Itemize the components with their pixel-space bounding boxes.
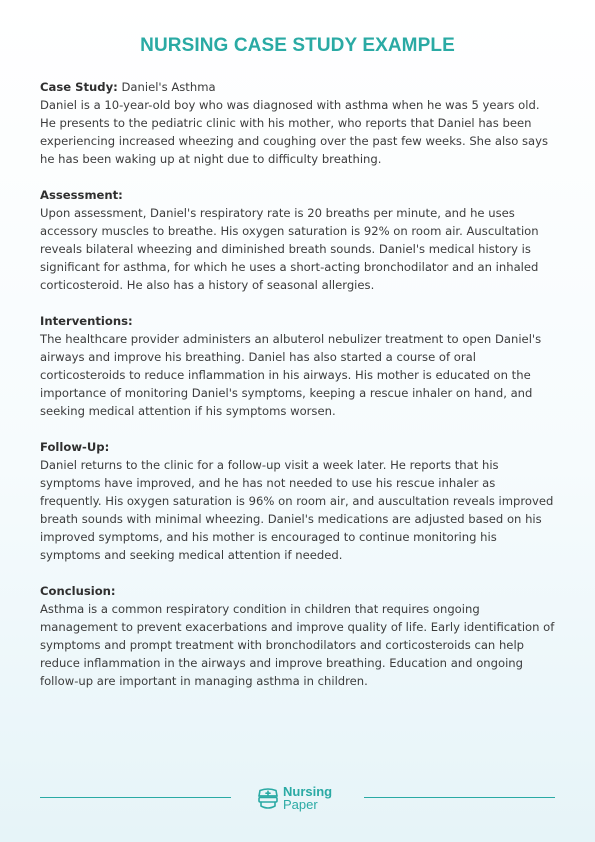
case-study-heading <box>40 78 558 96</box>
logo-line-paper: Paper <box>283 797 318 812</box>
document-body <box>40 78 558 708</box>
follow-up-section <box>40 438 558 564</box>
case-study-name: Daniel's Asthma <box>121 80 216 94</box>
follow-up-heading: Follow-Up: <box>40 440 110 454</box>
interventions-text: The healthcare provider administers an albuterol nebulizer treatment to open Daniel's airways and improve his breathing. Daniel has also started a course of oral corticosteroids to reduce inflammation in his airways. His mother is educated on the importance of monitoring Daniel's symptoms, keeping a rescue inhaler on hand, and seeking medical attention if his symptoms worsen. <box>40 332 542 418</box>
case-study-label: Case Study: <box>40 80 118 94</box>
nurse-cap-icon <box>256 788 280 810</box>
conclusion-heading: Conclusion: <box>40 584 116 598</box>
logo-text <box>283 785 332 811</box>
assessment-text: Upon assessment, Daniel's respiratory rate is 20 breaths per minute, and he uses accessory muscles to breathe. His oxygen saturation is 92% on room air. Auscultation reveals bilateral wheezing and diminished breath sounds. Daniel's medical history is significant for asthma, for which he uses a short-acting bronchodilator and an inhaled corticosteroid. He also has a history of seasonal allergies. <box>40 206 539 292</box>
follow-up-text: Daniel returns to the clinic for a follow-up visit a week later. He reports that his symptoms have improved, and he has not needed to use his rescue inhaler as frequently. His oxygen saturation is 96% on room air, and auscultation reveals improved breath sounds with minimal wheezing. Daniel's medications are adjusted based on his improved symptoms, and his mother is encouraged to continue monitoring his symptoms and seeking medical attention if needed. <box>40 458 554 562</box>
footer <box>0 783 595 813</box>
interventions-section <box>40 312 558 420</box>
page-title: NURSING CASE STUDY EXAMPLE <box>140 35 455 56</box>
footer-rule-right <box>364 797 555 798</box>
conclusion-section <box>40 582 558 690</box>
assessment-heading: Assessment: <box>40 188 123 202</box>
case-study-text: Daniel is a 10-year-old boy who was diagnosed with asthma when he was 5 years old. He presents to the pediatric clinic with his mother, who reports that Daniel has been experiencing increased wheezing and coughing over the past few weeks. She also says he has been waking up at night due to difficulty breathing. <box>40 98 549 166</box>
conclusion-text: Asthma is a common respiratory condition in children that requires ongoing management to prevent exacerbations and improve quality of life. Early identification of symptoms and prompt treatment with bronchodilators and corticosteroids can help reduce inflammation in the airways and improve breathing. Education and ongoing follow-up are important in managing asthma in children. <box>40 602 555 688</box>
interventions-heading: Interventions: <box>40 314 133 328</box>
nursing-paper-logo[interactable] <box>256 785 346 813</box>
logo-line-nursing: Nursing <box>283 784 333 799</box>
case-study-section <box>40 78 558 168</box>
assessment-section <box>40 186 558 294</box>
footer-rule-left <box>40 797 231 798</box>
